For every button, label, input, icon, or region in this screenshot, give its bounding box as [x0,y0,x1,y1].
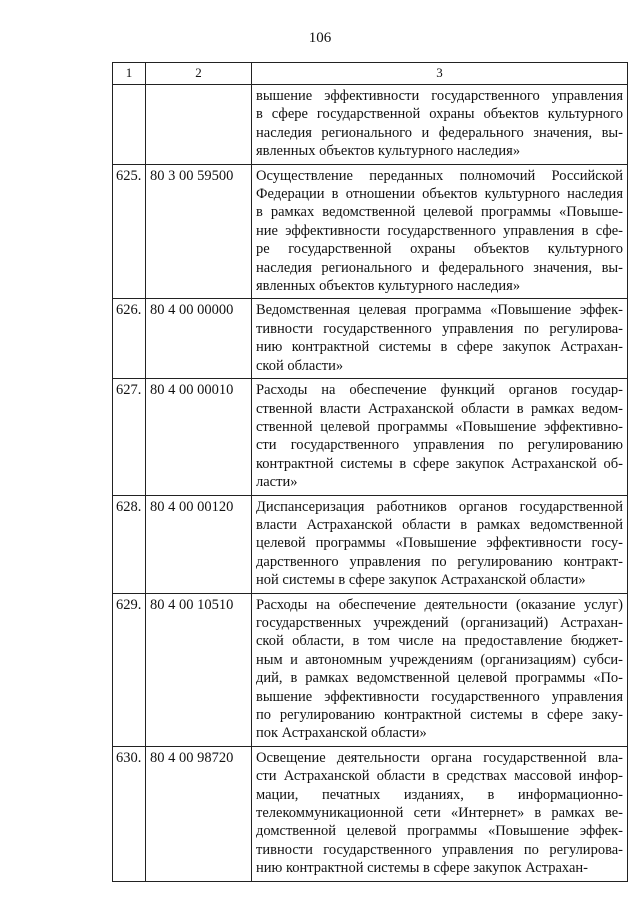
description-line: ской области, в том числе на предоставление бюджет- [256,633,623,650]
description-line: ственной целевой программы «Повышение эффективно- [256,418,623,435]
description-line: явленных объектов культурного наследия» [256,278,521,295]
table-row [113,379,628,495]
description-line: Диспансеризация работников органов государственной [256,498,623,515]
budget-code: 80 4 00 98720 [146,746,252,881]
row-number: 630. [113,746,146,881]
description-line: ре государственной охраны объектов культурного [256,241,623,258]
table-row [113,299,628,379]
row-number: 627. [113,379,146,495]
column-header-3: 3 [252,63,628,85]
description-line: пок Астраханской области» [256,725,427,742]
row-number [113,85,146,165]
description-line: Расходы на обеспечение деятельности (оказание услуг) [256,596,623,613]
row-number: 626. [113,299,146,379]
row-description [252,299,628,379]
table-row [113,164,628,299]
description-line: вышение эффективности государственного управления [256,88,623,104]
budget-code: 80 4 00 00010 [146,379,252,495]
row-description [252,85,628,165]
row-number: 629. [113,593,146,746]
description-line: наследия регионального и федерального значения, вы- [256,124,623,141]
description-line: власти Астраханской области в рамках ведомственной [256,516,623,533]
description-line: сти государственного управления по регулированию [256,437,623,454]
row-description [252,495,628,593]
description-line: государственных учреждений (организаций) Астрахан- [256,614,623,631]
description-line: ласти» [256,474,298,491]
row-description [252,746,628,881]
description-line: целевой программы «Повышение эффективности госу- [256,535,623,552]
description-line: телекоммуникационной сети «Интернет» в рамках ве- [256,805,623,822]
table-row [113,746,628,881]
budget-code [146,85,252,165]
budget-classification-table [112,62,628,882]
description-line: ной системы в сфере закупок Астраханской области» [256,572,586,589]
description-line: Федерации в отношении объектов культурного наследия [256,186,623,203]
description-line: тивности государственного управления по регулирова- [256,841,623,858]
description-line: в рамках ведомственной целевой программы «Повыше- [256,204,623,221]
budget-code: 80 4 00 10510 [146,593,252,746]
row-description [252,164,628,299]
budget-code: 80 4 00 00120 [146,495,252,593]
description-line: ственной власти Астраханской области в рамках ведом- [256,400,623,417]
description-line: Осуществление переданных полномочий Российской [256,167,623,184]
description-line: вышение эффективности государственного управления [256,688,623,705]
description-line: наследия регионального и федерального значения, вы- [256,259,623,276]
description-line: тивности государственного управления по регулирова- [256,320,623,337]
table-header-row [113,63,628,85]
row-description [252,593,628,746]
description-line: явленных объектов культурного наследия» [256,143,521,160]
column-header-1: 1 [113,63,146,85]
description-line: дий, в рамках ведомственной целевой программы «По- [256,670,623,687]
row-description [252,379,628,495]
table-row [113,593,628,746]
description-line: по регулированию контрактной системы в сфере заку- [256,707,623,723]
column-header-2: 2 [146,63,252,85]
page-number: 106 [308,30,332,46]
description-line: Освещение деятельности органа государственной вла- [256,749,623,766]
description-line: нию контрактной системы в сфере закупок Астрахан- [256,339,623,356]
budget-code: 80 3 00 59500 [146,164,252,299]
table-row [113,85,628,165]
description-line: ным и автономным учреждениям (организациям) субси- [256,651,623,668]
description-line: контрактной системы в сфере закупок Астраханской об- [256,455,623,472]
description-line: сти Астраханской области в средствах массовой инфор- [256,768,623,785]
row-number: 628. [113,495,146,593]
description-line: ской области» [256,357,344,374]
row-number: 625. [113,164,146,299]
description-line: мации, печатных изданиях, в информационно- [256,786,623,803]
budget-code: 80 4 00 00000 [146,299,252,379]
description-line: домственной целевой программы «Повышение эффек- [256,823,623,840]
description-line: ние эффективности государственного управления в сфе- [256,222,623,239]
table-row [113,495,628,593]
description-line: в сфере государственной охраны объектов культурного [256,106,623,123]
description-line: Ведомственная целевая программа «Повышение эффек- [256,302,623,319]
description-line: Расходы на обеспечение функций органов государ- [256,382,623,399]
description-line: нию контрактной системы в сфере закупок Астрахан- [256,860,589,877]
description-line: дарственного управления по регулированию контракт- [256,553,623,570]
